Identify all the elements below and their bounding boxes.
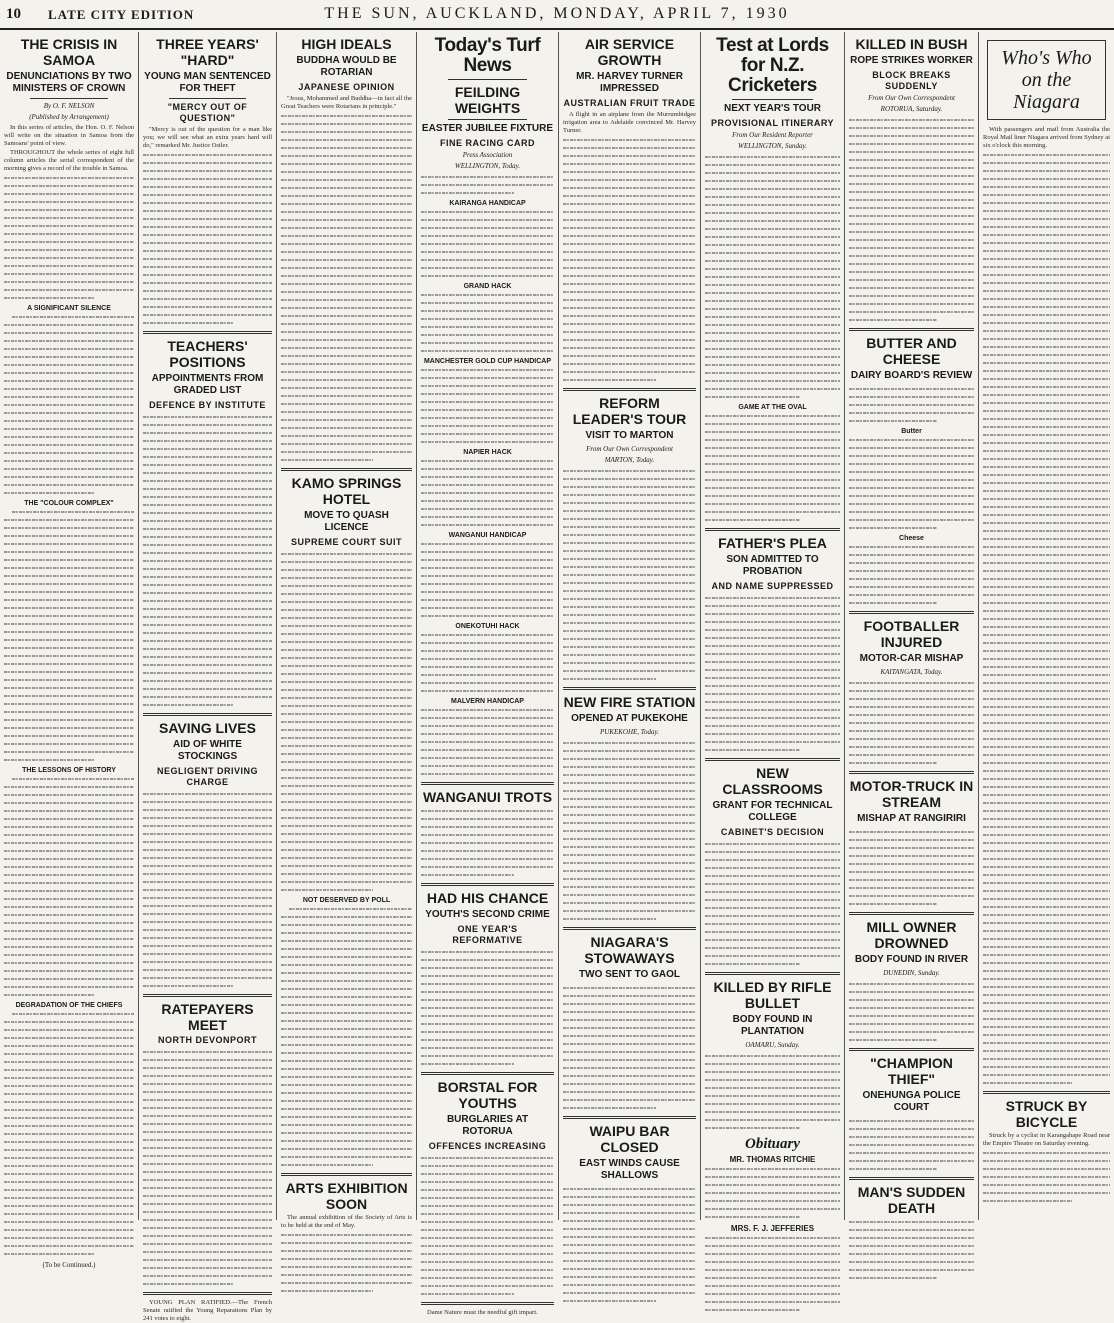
- headline-champion-thief: "CHAMPION THIEF": [870, 1055, 953, 1087]
- byline: By O. F. NELSON: [43, 102, 95, 110]
- body-text-block: [563, 984, 696, 1112]
- subhead-racing-card: FINE RACING CARD: [440, 138, 535, 148]
- subheading: THE LESSONS OF HISTORY: [22, 767, 116, 774]
- subhead-cabinet: CABINET'S DECISION: [720, 827, 825, 837]
- headline-three-years: THREE YEARS' "HARD": [156, 36, 259, 68]
- column-cricket: [700, 32, 844, 1233]
- column-high-ideals: [276, 32, 416, 1229]
- body-text-block: [281, 550, 412, 894]
- body-text-block: [849, 828, 974, 908]
- deck-motor-car: MOTOR-CAR MISHAP: [859, 653, 964, 664]
- subheading: Butter: [901, 428, 922, 435]
- subhead-block-breaks: BLOCK BREAKS SUDDENLY: [872, 70, 951, 91]
- deck-east-winds: EAST WINDS CAUSE SHALLOWS: [579, 1158, 680, 1181]
- column-killed-in-bush: [844, 32, 978, 1220]
- deck-burglaries: BURGLARIES AT ROTORUA: [446, 1114, 529, 1137]
- body-text-block: [849, 543, 974, 607]
- body-text-block: [421, 807, 554, 879]
- dateline: ROTORUA, Saturday.: [880, 105, 943, 113]
- deck-onehunga: ONEHUNGA POLICE COURT: [862, 1090, 961, 1113]
- headline-fire-station: NEW FIRE STATION: [563, 694, 696, 710]
- deck-white-stockings: AID OF WHITE STOCKINGS: [173, 739, 242, 762]
- body-text-block: [705, 840, 840, 968]
- body-text-block: [849, 385, 974, 425]
- race-title: KAIRANGA HANDICAP: [449, 200, 526, 207]
- body-text-block: [849, 116, 974, 324]
- race-weights-table: [421, 706, 554, 778]
- correspondent: From Our Own Correspondent: [586, 445, 673, 453]
- body-text-block: [4, 1010, 134, 1258]
- article-paragraph: In this series of articles, the Hon. O. F. Nelson will write on the situation in Samoa from the Samoans' point of view.: [4, 124, 134, 147]
- deck-easter-jubilee: EASTER JUBILEE FIXTURE: [421, 123, 554, 134]
- deck-next-years-tour: NEXT YEAR'S TOUR: [723, 103, 822, 114]
- body-text-block: [563, 739, 696, 923]
- body-text-block: [849, 980, 974, 1044]
- deck-buddha: BUDDHA WOULD BE ROTARIAN: [296, 55, 397, 78]
- article-paragraph: "Mercy is out of the question for a man like you; we will see what an extra years hard will do," remarked Mr. Justice Ostler.: [143, 126, 272, 149]
- body-text-block: [4, 313, 134, 497]
- body-text-block: [849, 436, 974, 532]
- arrangement-note: (Published by Arrangement): [29, 113, 109, 121]
- headline-feilding-weights: FEILDING WEIGHTS: [454, 84, 521, 116]
- body-text-block: [705, 1165, 840, 1221]
- headline-killed-in-bush: KILLED IN BUSH: [855, 36, 968, 52]
- deck-body-river: BODY FOUND IN RIVER: [854, 954, 969, 965]
- race-weights-table: [421, 366, 554, 446]
- dateline: MARTON, Today.: [604, 456, 655, 464]
- deck-rangiriri: MISHAP AT RANGIRIRI: [857, 813, 966, 824]
- dateline: WELLINGTON, Today.: [454, 162, 521, 170]
- dateline: KAITANGATA, Today.: [880, 668, 943, 676]
- body-text-block: [281, 905, 412, 1169]
- deck-plantation: BODY FOUND IN PLANTATION: [732, 1014, 813, 1037]
- body-text-block: [4, 508, 134, 764]
- headline-motor-truck: MOTOR-TRUCK IN STREAM: [849, 778, 974, 810]
- column-samoa: [0, 32, 138, 1269]
- body-text-block: [4, 174, 134, 302]
- race-weights-table: [421, 540, 554, 620]
- headline-rifle-bullet: KILLED BY RIFLE BULLET: [713, 979, 832, 1011]
- headline-ratepayers: RATEPAYERS MEET: [161, 1001, 254, 1033]
- body-text-block: [421, 948, 554, 1068]
- dateline: WELLINGTON, Sunday.: [738, 142, 807, 150]
- headline-high-ideals: HIGH IDEALS: [301, 36, 392, 52]
- subheading: DEGRADATION OF THE CHIEFS: [15, 1002, 123, 1009]
- headline-stowaways: NIAGARA'S STOWAWAYS: [584, 934, 675, 966]
- headline-waipu-bar: WAIPU BAR CLOSED: [589, 1123, 670, 1155]
- deck-harvey-turner: MR. HARVEY TURNER IMPRESSED: [576, 71, 683, 94]
- race-title: MALVERN HANDICAP: [451, 698, 524, 705]
- headline-air-service: AIR SERVICE GROWTH: [584, 36, 675, 68]
- body-text-block: [421, 1154, 554, 1298]
- column-three-years: [138, 32, 276, 1322]
- subheading: THE "COLOUR COMPLEX": [24, 500, 114, 507]
- body-text-block: [563, 467, 696, 683]
- article-paragraph: With passengers and mail from Australia the Royal Mail liner Niagara arrived from Sydney at six o'clock this morning.: [983, 126, 1110, 149]
- newspaper-columns: [0, 32, 1114, 1322]
- headline-saving-lives: SAVING LIVES: [159, 720, 256, 736]
- headline-crisis-samoa: THE CRISIS IN SAMOA: [20, 36, 118, 68]
- article-paragraph: A flight in an airplane from the Murrumbidgee irrigation area to Adelaide convinced Mr. Harvey Turner.: [563, 111, 696, 134]
- race-title: GRAND HACK: [463, 283, 512, 290]
- subhead-japanese: JAPANESE OPINION: [298, 82, 395, 92]
- continued-note: (To be Continued.): [42, 1261, 96, 1269]
- body-text-block: [705, 594, 840, 754]
- body-text-block: [849, 679, 974, 767]
- headline-whos-who: Who's Who on the Niagara: [987, 40, 1106, 120]
- headline-test-at-lords: Test at Lords for N.Z. Cricketers: [716, 35, 829, 96]
- deck-second-crime: YOUTH'S SECOND CRIME: [425, 909, 550, 920]
- obituary-name: MR. THOMAS RITCHIE: [729, 1155, 816, 1164]
- deck-young-man: YOUNG MAN SENTENCED FOR THEFT: [144, 71, 271, 94]
- body-text-block: [705, 1052, 840, 1132]
- headline-arts-exhibition: ARTS EXHIBITION SOON: [285, 1180, 408, 1212]
- body-text-block: [705, 1234, 840, 1314]
- subhead-itinerary: PROVISIONAL ITINERARY: [710, 118, 834, 128]
- body-text-block: [281, 112, 412, 464]
- body-text-block: [281, 1231, 412, 1295]
- subhead-north-devonport: NORTH DEVONPORT: [157, 1035, 257, 1045]
- deck-rope-strikes: ROPE STRIKES WORKER: [850, 55, 973, 66]
- newspaper-title: THE SUN, AUCKLAND, MONDAY, APRIL 7, 1930: [324, 5, 790, 22]
- headline-reform-leader: REFORM LEADER'S TOUR: [572, 395, 687, 427]
- correspondent: From Our Own Correspondent: [868, 94, 955, 102]
- column-whos-who: [978, 32, 1114, 1220]
- deck-quash-licence: MOVE TO QUASH LICENCE: [304, 510, 389, 533]
- race-title: ONEKOTUHI HACK: [455, 623, 520, 630]
- article-paragraph: THROUGHOUT the whole series of eight full column articles the serial correspondent of the morning gives a record of the trouble in Samoa.: [4, 149, 134, 172]
- headline-butter-cheese: BUTTER AND CHEESE: [866, 335, 957, 367]
- headline-teachers: TEACHERS' POSITIONS: [167, 338, 248, 370]
- news-brief: YOUNG PLAN RATIFIED.—The French Senate ratified the Young Reparations Plan by 241 votes to eight.: [143, 1299, 272, 1322]
- subhead-name-suppressed: AND NAME SUPPRESSED: [711, 581, 834, 591]
- correspondent: From Our Resident Reporter: [732, 131, 813, 139]
- article-paragraph: The annual exhibition of the Society of Arts is to be held at the end of May.: [281, 1214, 412, 1229]
- subhead-fruit-trade: AUSTRALIAN FRUIT TRADE: [563, 98, 696, 108]
- body-text-block: [4, 775, 134, 999]
- dateline: PUKEKOHE, Today.: [599, 728, 660, 736]
- body-text-block: [563, 136, 696, 384]
- deck-denunciations: DENUNCIATIONS BY TWO MINISTERS OF CROWN: [6, 71, 132, 94]
- body-text-block: [143, 151, 272, 327]
- body-text-block: [849, 1218, 974, 1282]
- section-obituary: Obituary: [744, 1136, 800, 1152]
- deck-marton: VISIT TO MARTON: [585, 430, 674, 441]
- deck-probation: SON ADMITTED TO PROBATION: [726, 554, 819, 577]
- headline-struck-bicycle: STRUCK BY BICYCLE: [1005, 1098, 1088, 1130]
- subheading: NOT DESERVED BY POLL: [302, 897, 391, 904]
- headline-mill-owner: MILL OWNER DROWNED: [866, 919, 957, 951]
- headline-borstal: BORSTAL FOR YOUTHS: [437, 1079, 538, 1111]
- column-turf-news: [416, 32, 558, 1316]
- subhead-supreme-court: SUPREME COURT SUIT: [290, 537, 402, 547]
- subheading: Cheese: [899, 535, 924, 542]
- race-title: NAPIER HACK: [463, 449, 512, 456]
- column-air-service: [558, 32, 700, 1220]
- edition-label: LATE CITY EDITION: [48, 7, 195, 22]
- article-paragraph: Struck by a cyclist in Karangahape Road near the Empire Theatre on Saturday evening.: [983, 1132, 1110, 1147]
- body-text-block: [983, 1149, 1110, 1205]
- subhead-defence: DEFENCE BY INSTITUTE: [149, 400, 266, 410]
- deck-appointments: APPOINTMENTS FROM GRADED LIST: [151, 373, 264, 396]
- headline-fathers-plea: FATHER'S PLEA: [718, 535, 827, 551]
- subhead-negligent: NEGLIGENT DRIVING CHARGE: [156, 766, 258, 787]
- deck-dairy-board: DAIRY BOARD'S REVIEW: [850, 370, 973, 381]
- deck-gaol: TWO SENT TO GAOL: [579, 969, 680, 980]
- body-text-block: [143, 790, 272, 990]
- body-text-block: [705, 153, 840, 401]
- subheading: GAME AT THE OVAL: [738, 404, 807, 411]
- headline-new-classrooms: NEW CLASSROOMS: [722, 765, 823, 797]
- body-text-block: [143, 1048, 272, 1288]
- dateline: OAMARU, Sunday.: [745, 1041, 800, 1049]
- deck-technical-college: GRANT FOR TECHNICAL COLLEGE: [712, 800, 833, 823]
- race-weights-table: [421, 208, 554, 280]
- body-text-block: [143, 413, 272, 709]
- race-title: MANCHESTER GOLD CUP HANDICAP: [423, 358, 552, 365]
- race-weights-table: [421, 457, 554, 529]
- poem-line: Dame Nature must the needful gift impart.: [427, 1309, 538, 1316]
- deck-pukekohe: OPENED AT PUKEKOHE: [571, 713, 688, 724]
- body-text-block: [563, 1185, 696, 1305]
- page-number: 10: [6, 6, 21, 22]
- headline-wanganui-trots: WANGANUI TROTS: [422, 789, 553, 805]
- body-text-block: [421, 173, 554, 197]
- headline-footballer: FOOTBALLER INJURED: [863, 618, 960, 650]
- subhead-mercy: "MERCY OUT OF QUESTION": [167, 102, 248, 123]
- body-text-block: [705, 412, 840, 524]
- press-association: Press Association: [462, 151, 513, 159]
- race-weights-table: [421, 631, 554, 695]
- subhead-reformative: ONE YEAR'S REFORMATIVE: [452, 924, 523, 945]
- body-text-block: [849, 1117, 974, 1173]
- article-paragraph: "Jesus, Mohammed and Buddha—in fact all the Great Teachers were Rotarians in principle.": [281, 95, 412, 110]
- headline-had-his-chance: HAD HIS CHANCE: [426, 890, 549, 906]
- race-title: WANGANUI HANDICAP: [448, 532, 527, 539]
- race-weights-table: [421, 291, 554, 355]
- body-text-block: [983, 151, 1110, 1087]
- headline-turf-news: Today's Turf News: [434, 35, 541, 76]
- dateline: DUNEDIN, Sunday.: [883, 969, 940, 977]
- masthead: [0, 0, 1114, 30]
- headline-kamo-springs: KAMO SPRINGS HOTEL: [291, 475, 402, 507]
- headline-sudden-death: MAN'S SUDDEN DEATH: [857, 1184, 966, 1216]
- subhead-offences: OFFENCES INCREASING: [428, 1141, 547, 1151]
- subheading: A SIGNIFICANT SILENCE: [27, 305, 111, 312]
- obituary-name: MRS. F. J. JEFFERIES: [730, 1224, 815, 1233]
